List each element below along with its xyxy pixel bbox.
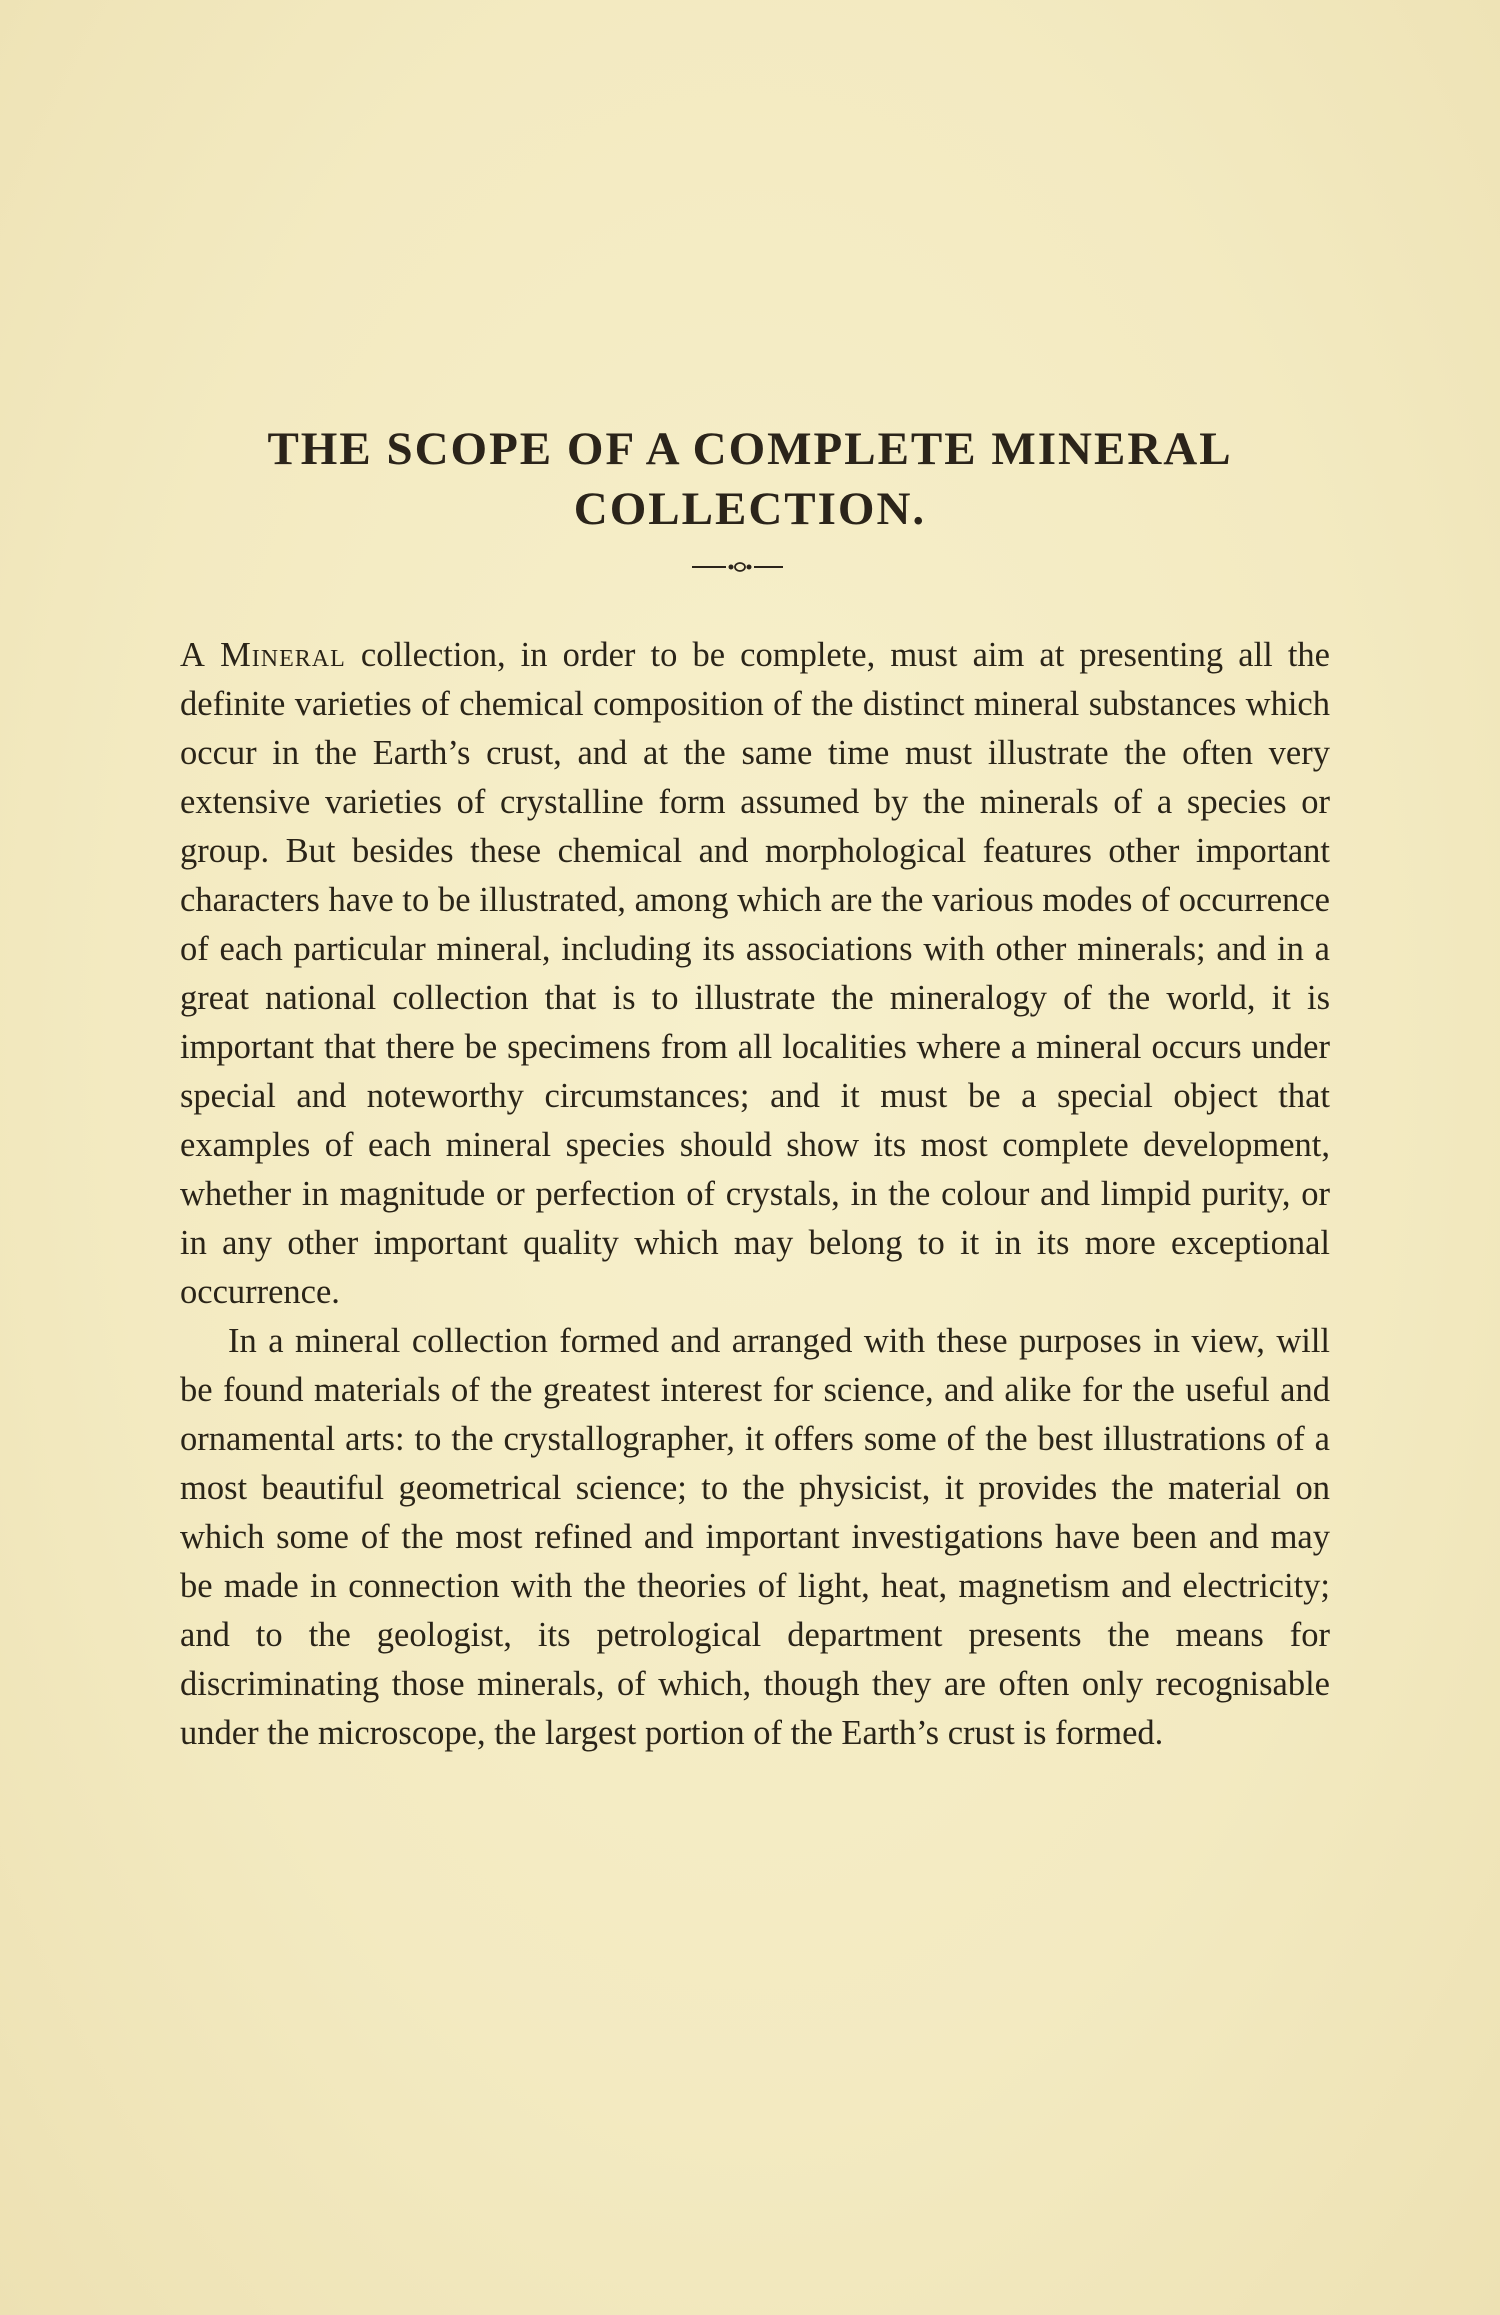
paragraph-1-lead-word: A Mineral: [180, 636, 346, 674]
chapter-title: [180, 419, 1320, 539]
body-text: [180, 631, 1330, 1758]
ornamental-rule-icon: [690, 558, 785, 576]
chapter-title-line-1: THE SCOPE OF A COMPLETE MINERAL: [267, 423, 1233, 476]
paragraph-1-text: collection, in order to be complete, must aim at presenting all the definite varieties of chemical composition of the distinct mineral substances which occur in the Earth’s crust, and at the same time must illustrate the often very extensive varieties of crystalline form assumed by the minerals of a species or group. But besides these chemical and morphological features other important characters have to be illustrated, among which are the various modes of occurrence of each particular mineral, including its associations with other minerals; and in a great national collection that is to illustrate the mineralogy of the world, it is important that there be specimens from all localities where a mineral occurs under special and noteworthy circumstances; and it must be a special object that examples of each mineral species should show its most complete development, whether in magnitude or perfection of crystals, in the colour and limpid purity, or in any other important quality which may belong to it in its more exceptional occurrence.: [180, 636, 1330, 1311]
chapter-title-line-2: COLLECTION.: [573, 483, 927, 536]
paragraph-2: In a mineral collection formed and arranged with these purposes in view, will be found materials of the greatest interest for science, and alike for the useful and ornamental arts: to the crystallographer, it offers some of the best illustrations of a most beautiful geometrical science; to the physicist, it provides the material on which some of the most refined and important investigations have been and may be made in connection with the theories of light, heat, magnetism and electricity; and to the geologist, its petrological department presents the means for discriminating those minerals, of which, though they are often only recognisable under the microscope, the largest portion of the Earth’s crust is formed.: [180, 1322, 1330, 1752]
paragraph-1: [180, 631, 1330, 1317]
